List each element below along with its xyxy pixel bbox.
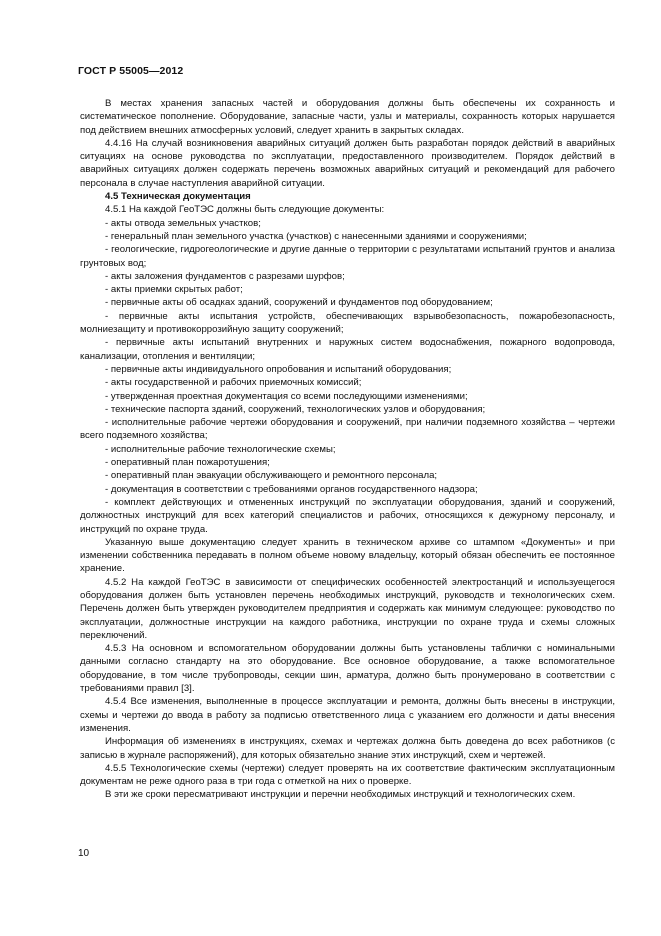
paragraph: Информация об изменениях в инструкциях, схемах и чертежах должна быть доведена до всех работников (с записью в журнале распоряжений), для которых обязательно знание этих инструкций, схем и чертежей. [80, 736, 615, 761]
paragraph: В эти же сроки пересматривают инструкции и перечни необходимых инструкций и технологических схем. [105, 789, 576, 801]
clause-4-5-5: 4.5.5 Технологические схемы (чертежи) следует проверять на их соответствие фактическим эксплуатационным документам не реже одного раза в три года с отметкой на них о проверке. [80, 762, 615, 788]
clause-4-5-3: 4.5.3 На основном и вспомогательном оборудовании должны быть установлены таблички с номинальными данными согласно стандарту на это оборудование. Все основное оборудование, а также вспомогательное оборудование, в том числе трубопроводы, секции шин, арматура, должно быть пронумеровано в соответствии с требованиями правил [3]. [80, 643, 615, 695]
list-item: - первичные акты индивидуального опробования и испытаний оборудования; [105, 363, 452, 375]
clause-4-5-2: 4.5.2 На каждой ГеоТЭС в зависимости от специфических особенностей электростанций и используещегося оборудования должен быть установлен перечень необходимых инструкций, руководств и технологических схем. Перечень должен быть утвержден руководителем предприятия и содержать как минимум следующее: руководство по эксплуатации, должностные инструкции на каждого работника, инструкции по охране труда и схемы сложных переключений. [80, 576, 615, 641]
list-item: - документация в соответствии с требованиями органов государственного надзора; [105, 483, 478, 495]
paragraph: Указанную выше документацию следует хранить в техническом архиве со штампом «Документы» и при изменении собственника передавать в полном объеме новому владельцу, который обязан обеспечить ее постоянное хранение. [80, 536, 615, 575]
list-item: - исполнительные рабочие чертежи оборудования и сооружений, при наличии подземного хозяйства – чертежи всего подземного хозяйства; [80, 417, 615, 442]
clause-4-5-1: 4.5.1 На каждой ГеоТЭС должны быть следующие документы: [105, 204, 385, 216]
list-item: - оперативный план эвакуации обслуживающего и ремонтного персонала; [105, 470, 438, 482]
list-item: - генеральный план земельного участка (участков) с нанесенными зданиями и сооружениями; [105, 230, 527, 242]
document-body [80, 97, 615, 802]
list-item: - акты отвода земельных участков; [105, 217, 261, 229]
list-item: - оперативный план пожаротушения; [105, 457, 270, 469]
list-item: - геологические, гидрогеологические и другие данные о территории с результатами испытаний грунтов и анализа грунтовых вод; [80, 244, 615, 269]
page-number: 10 [78, 848, 90, 859]
list-item: - комплект действующих и отмененных инструкций по эксплуатации оборудования, зданий и сооружений, должностных инструкций для всех категорий специалистов и рабочих, относящихся к дежурному персоналу, и инструкций по охране труда. [80, 496, 615, 535]
list-item: - технические паспорта зданий, сооружений, технологических узлов и оборудования; [105, 403, 486, 415]
list-item: - утвержденная проектная документация со всеми последующими изменениями; [105, 390, 468, 402]
list-item: - первичные акты испытаний внутренних и наружных систем водоснабжения, пожарного водопровода, канализации, отопления и вентиляции; [80, 337, 615, 362]
list-item: - акты заложения фундаментов с разрезами шурфов; [105, 270, 345, 282]
paragraph: В местах хранения запасных частей и оборудования должны быть обеспечены их сохранность и систематическое пополнение. Оборудование, запасные части, узлы и материалы, сохранность которых нарушается под действием внешних атмосферных условий, следует хранить в закрытых складах. [80, 98, 615, 136]
list-item: - акты приемки скрытых работ; [105, 284, 243, 296]
clause-4-4-16: 4.4.16 На случай возникновения аварийных ситуаций должен быть разработан порядок действий в аварийных ситуациях на основе руководства по эксплуатации, предоставленного производителем. Порядок действий в аварийных ситуациях должен содержать перечень возможных аварийных ситуаций и рекомендаций для рабочего персонала в случае наступления аварийной ситуации. [80, 137, 615, 189]
document-header: ГОСТ Р 55005—2012 [78, 65, 184, 77]
list-item: - первичные акты испытания устройств, обеспечивающих взрывобезопасность, пожаробезопасность, молниезащиту и противокоррозийную защиту сооружений; [80, 310, 615, 336]
list-item: - первичные акты об осадках зданий, сооружений и фундаментов под оборудованием; [105, 297, 493, 309]
clause-4-5-4: 4.5.4 Все изменения, выполненные в процессе эксплуатации и ремонта, должны быть внесены в инструкции, схемы и чертежи до ввода в работу за подписью ответственного лица с указанием его должности и даты внесения изменения. [80, 696, 615, 734]
section-heading-4-5: 4.5 Техническая документация [105, 191, 251, 203]
list-item: - исполнительные рабочие технологические схемы; [105, 443, 336, 455]
list-item: - акты государственной и рабочих приемочных комиссий; [105, 377, 362, 389]
